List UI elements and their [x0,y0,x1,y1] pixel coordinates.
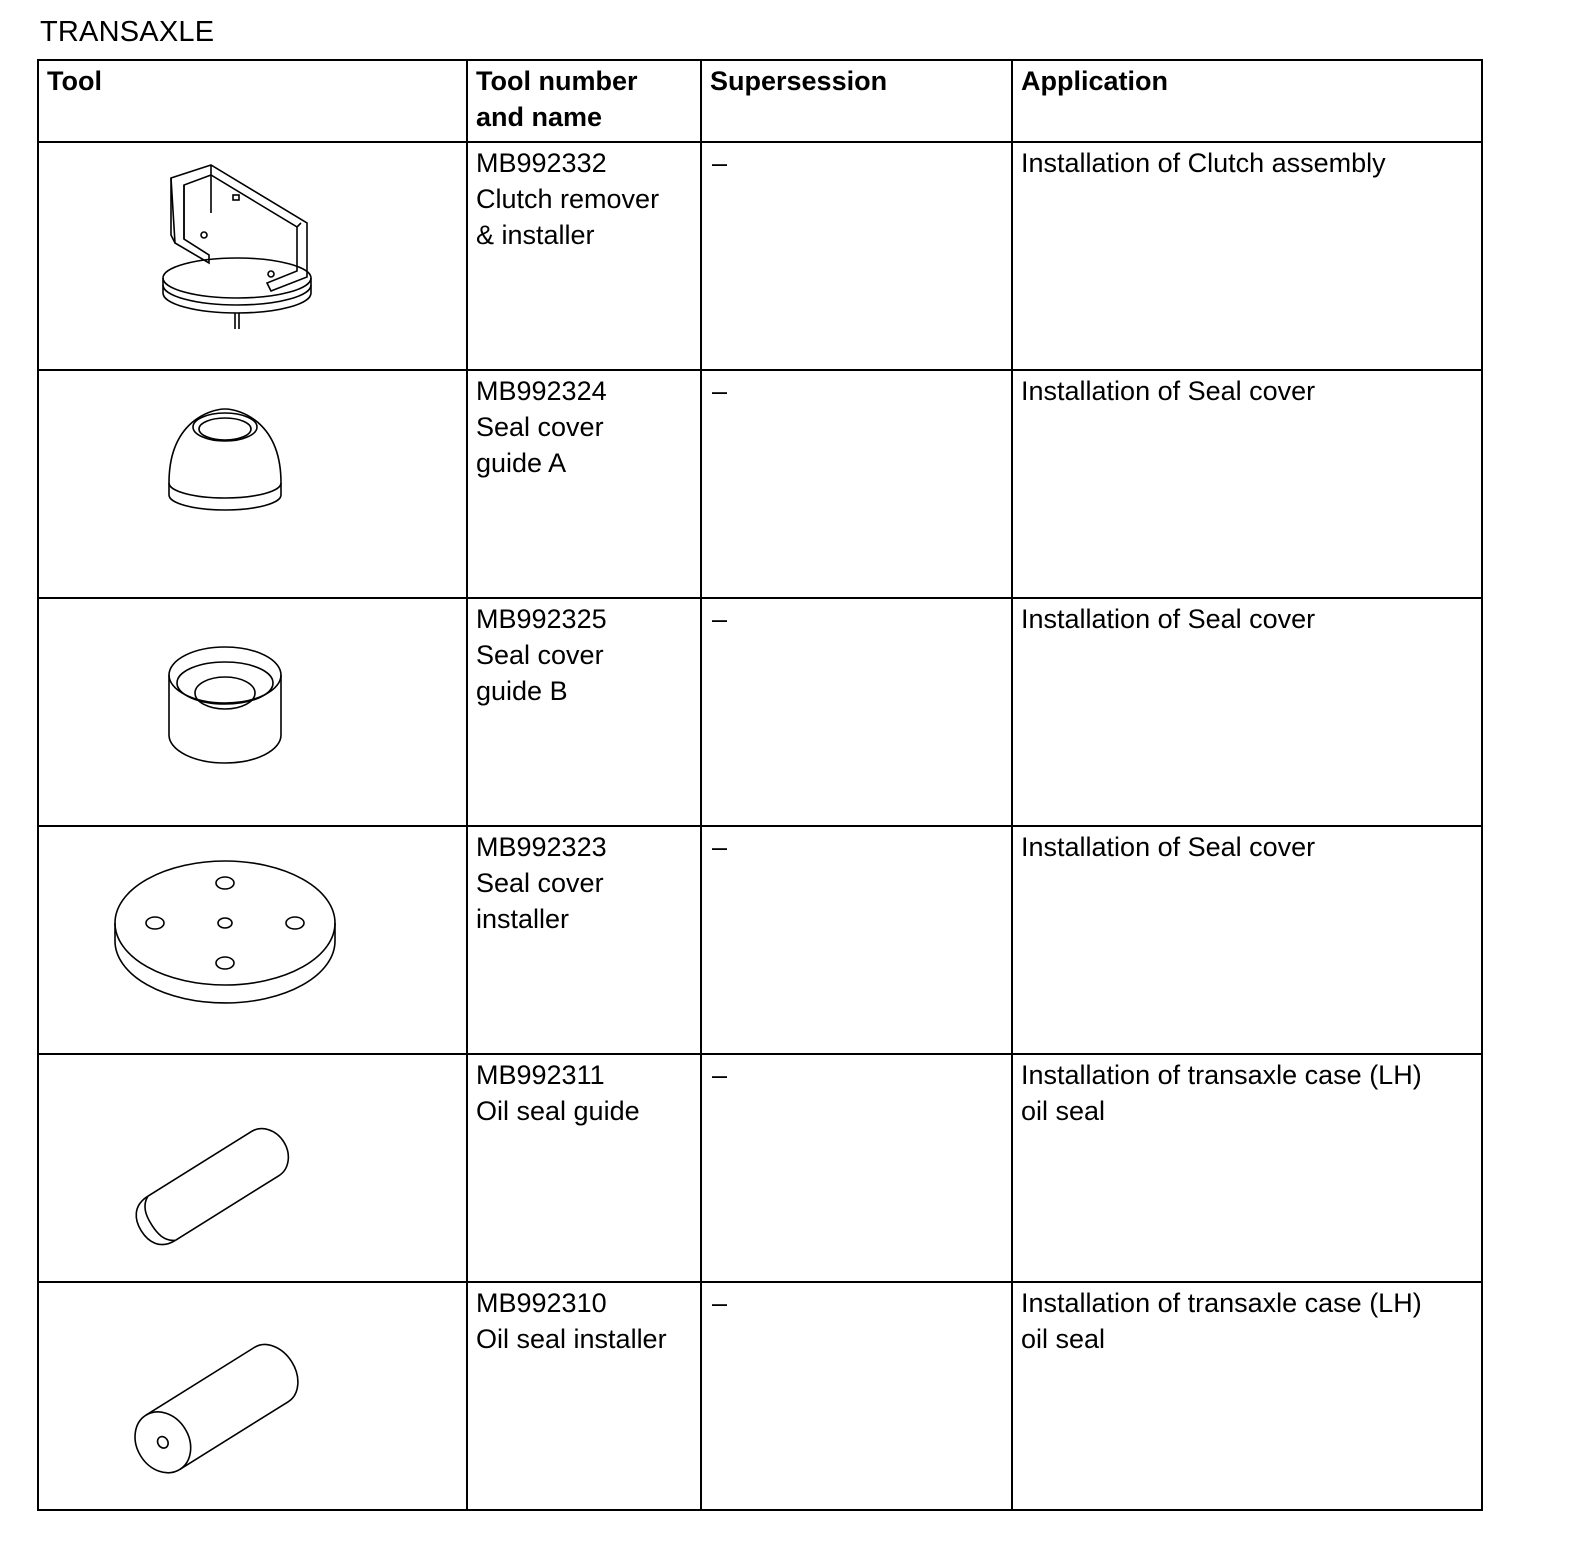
supersession-cell [701,826,1012,1054]
supersession-cell [701,370,1012,598]
table-header-row [38,60,1482,142]
tool-name-line: Seal cover [476,412,604,442]
supersession-cell [701,142,1012,370]
supersession-value: – [712,148,728,178]
table-row [38,598,1482,826]
table-row [38,142,1482,370]
header-tool-number-line2: and name [476,102,603,132]
supersession-value: – [712,604,728,634]
tool-image-cell [38,826,467,1054]
tool-image-cell [38,1282,467,1510]
tool-image-cell [38,370,467,598]
seal-cover-installer-drawing [39,827,466,1051]
application-line: Installation of transaxle case (LH) [1021,1060,1422,1090]
tool-number-name-cell [467,1054,701,1282]
application-line: Installation of transaxle case (LH) [1021,1288,1422,1318]
application-cell [1012,1282,1482,1510]
tool-name-line: Oil seal installer [476,1324,667,1354]
tool-number: MB992332 [476,148,607,178]
tool-name-line: guide B [476,676,568,706]
tool-number: MB992325 [476,604,607,634]
application-cell [1012,370,1482,598]
tool-image-cell [38,1054,467,1282]
application-line: oil seal [1021,1324,1106,1354]
tool-name-line: Seal cover [476,868,604,898]
supersession-value: – [712,376,728,406]
tool-number-name-cell [467,370,701,598]
clutch-remover-installer-drawing [39,143,466,367]
supersession-value: – [712,832,728,862]
tool-number: MB992311 [476,1060,605,1090]
application-cell [1012,142,1482,370]
tool-name-line: Clutch remover [476,184,660,214]
tool-number-name-cell [467,598,701,826]
tool-image-cell [38,598,467,826]
header-tool-number-line1: Tool number [476,66,638,96]
seal-cover-guide-b-drawing [39,599,466,823]
supersession-cell [701,1054,1012,1282]
application-line: Installation of Seal cover [1021,376,1316,406]
header-application: Application [1012,60,1482,142]
application-cell [1012,598,1482,826]
tool-name-line: & installer [476,220,595,250]
table-row [38,370,1482,598]
table-row [38,1054,1482,1282]
application-line: Installation of Clutch assembly [1021,148,1386,178]
tool-name-line: Oil seal guide [476,1096,640,1126]
supersession-value: – [712,1060,728,1090]
application-line: Installation of Seal cover [1021,832,1316,862]
header-tool-number [467,60,701,142]
table-row [38,1282,1482,1510]
tool-name-line: installer [476,904,570,934]
table-row [38,826,1482,1054]
special-tools-table [37,59,1483,1511]
supersession-cell [701,1282,1012,1510]
application-cell [1012,1054,1482,1282]
tool-name-line: Seal cover [476,640,604,670]
section-title: TRANSAXLE [40,16,215,48]
oil-seal-guide-drawing [39,1055,466,1279]
supersession-value: – [712,1288,728,1318]
tool-number: MB992310 [476,1288,607,1318]
oil-seal-installer-drawing [39,1283,466,1507]
tool-name-line: guide A [476,448,567,478]
tool-number-name-cell [467,1282,701,1510]
application-cell [1012,826,1482,1054]
application-line: oil seal [1021,1096,1106,1126]
tool-number-name-cell [467,142,701,370]
tool-number: MB992324 [476,376,607,406]
application-line: Installation of Seal cover [1021,604,1316,634]
header-supersession: Supersession [701,60,1012,142]
tool-number: MB992323 [476,832,607,862]
tool-number-name-cell [467,826,701,1054]
header-tool: Tool [38,60,467,142]
supersession-cell [701,598,1012,826]
seal-cover-guide-a-drawing [39,371,466,595]
tool-image-cell [38,142,467,370]
